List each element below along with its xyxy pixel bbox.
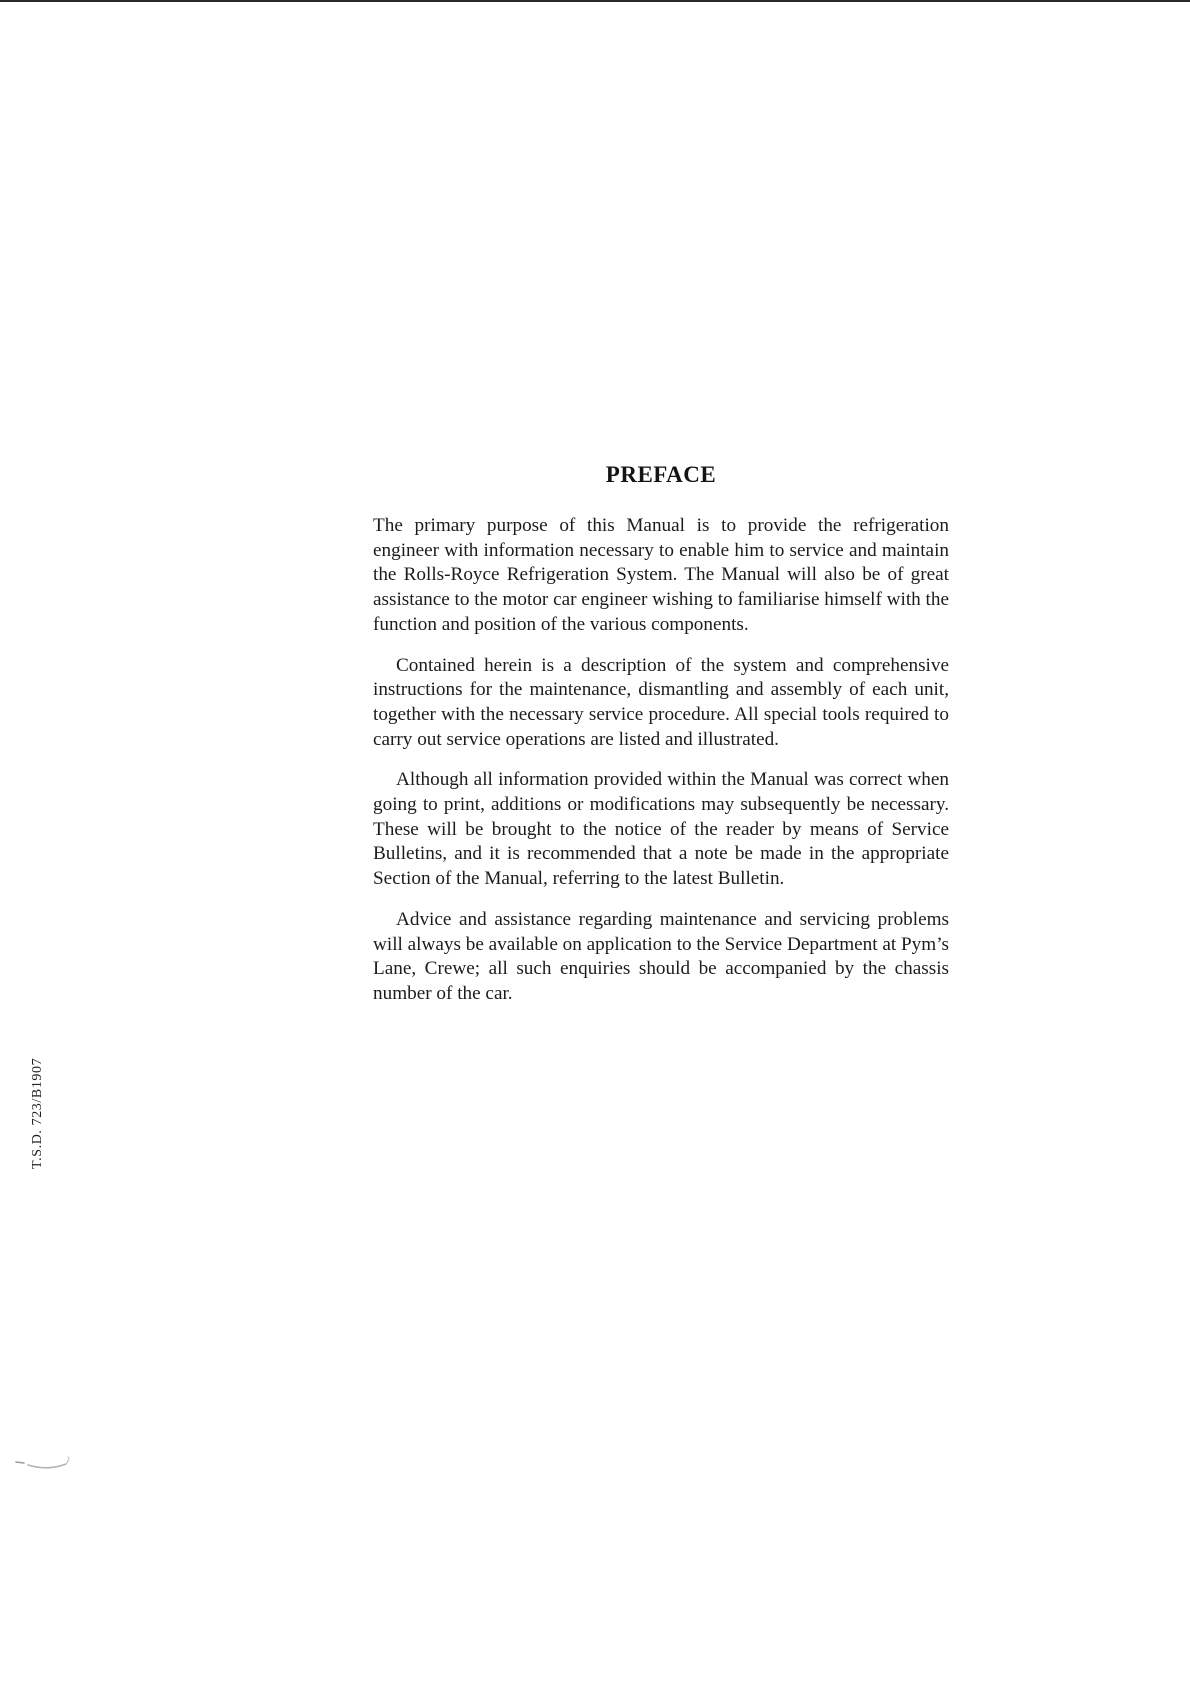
document-reference-number: T.S.D. 723/B1907	[30, 1057, 45, 1169]
preface-paragraph-3: Although all information provided within the Manual was correct when going to print, additions or modifications may subsequently be necessary. These will be brought to the notice of the reader by means of Service Bulletins, and it is recommended that a note be made in the appropriate Section of the Manual, referring to the latest Bulletin.	[373, 769, 949, 890]
scan-smudge-mark	[14, 1455, 74, 1479]
top-edge-rule	[0, 0, 1190, 2]
preface-text-column	[373, 462, 949, 1023]
preface-paragraph-4: Advice and assistance regarding maintenance and servicing problems will always be available on application to the Service Department at Pym’s Lane, Crewe; all such enquiries should be accompanied by the chassis number of the car.	[373, 908, 949, 1004]
preface-paragraph-1: The primary purpose of this Manual is to provide the refrigeration engineer with information necessary to enable him to service and maintain the Rolls-Royce Refrigeration System. The Manual will also be of great assistance to the motor car engineer wishing to familiarise himself with the function and position of the various components.	[373, 515, 949, 635]
page-title: PREFACE	[605, 462, 717, 487]
preface-paragraph-2: Contained herein is a description of the system and comprehensive instructions for the maintenance, dismantling and assembly of each unit, together with the necessary service procedure. All special tools required to carry out service operations are listed and illustrated.	[373, 654, 949, 750]
